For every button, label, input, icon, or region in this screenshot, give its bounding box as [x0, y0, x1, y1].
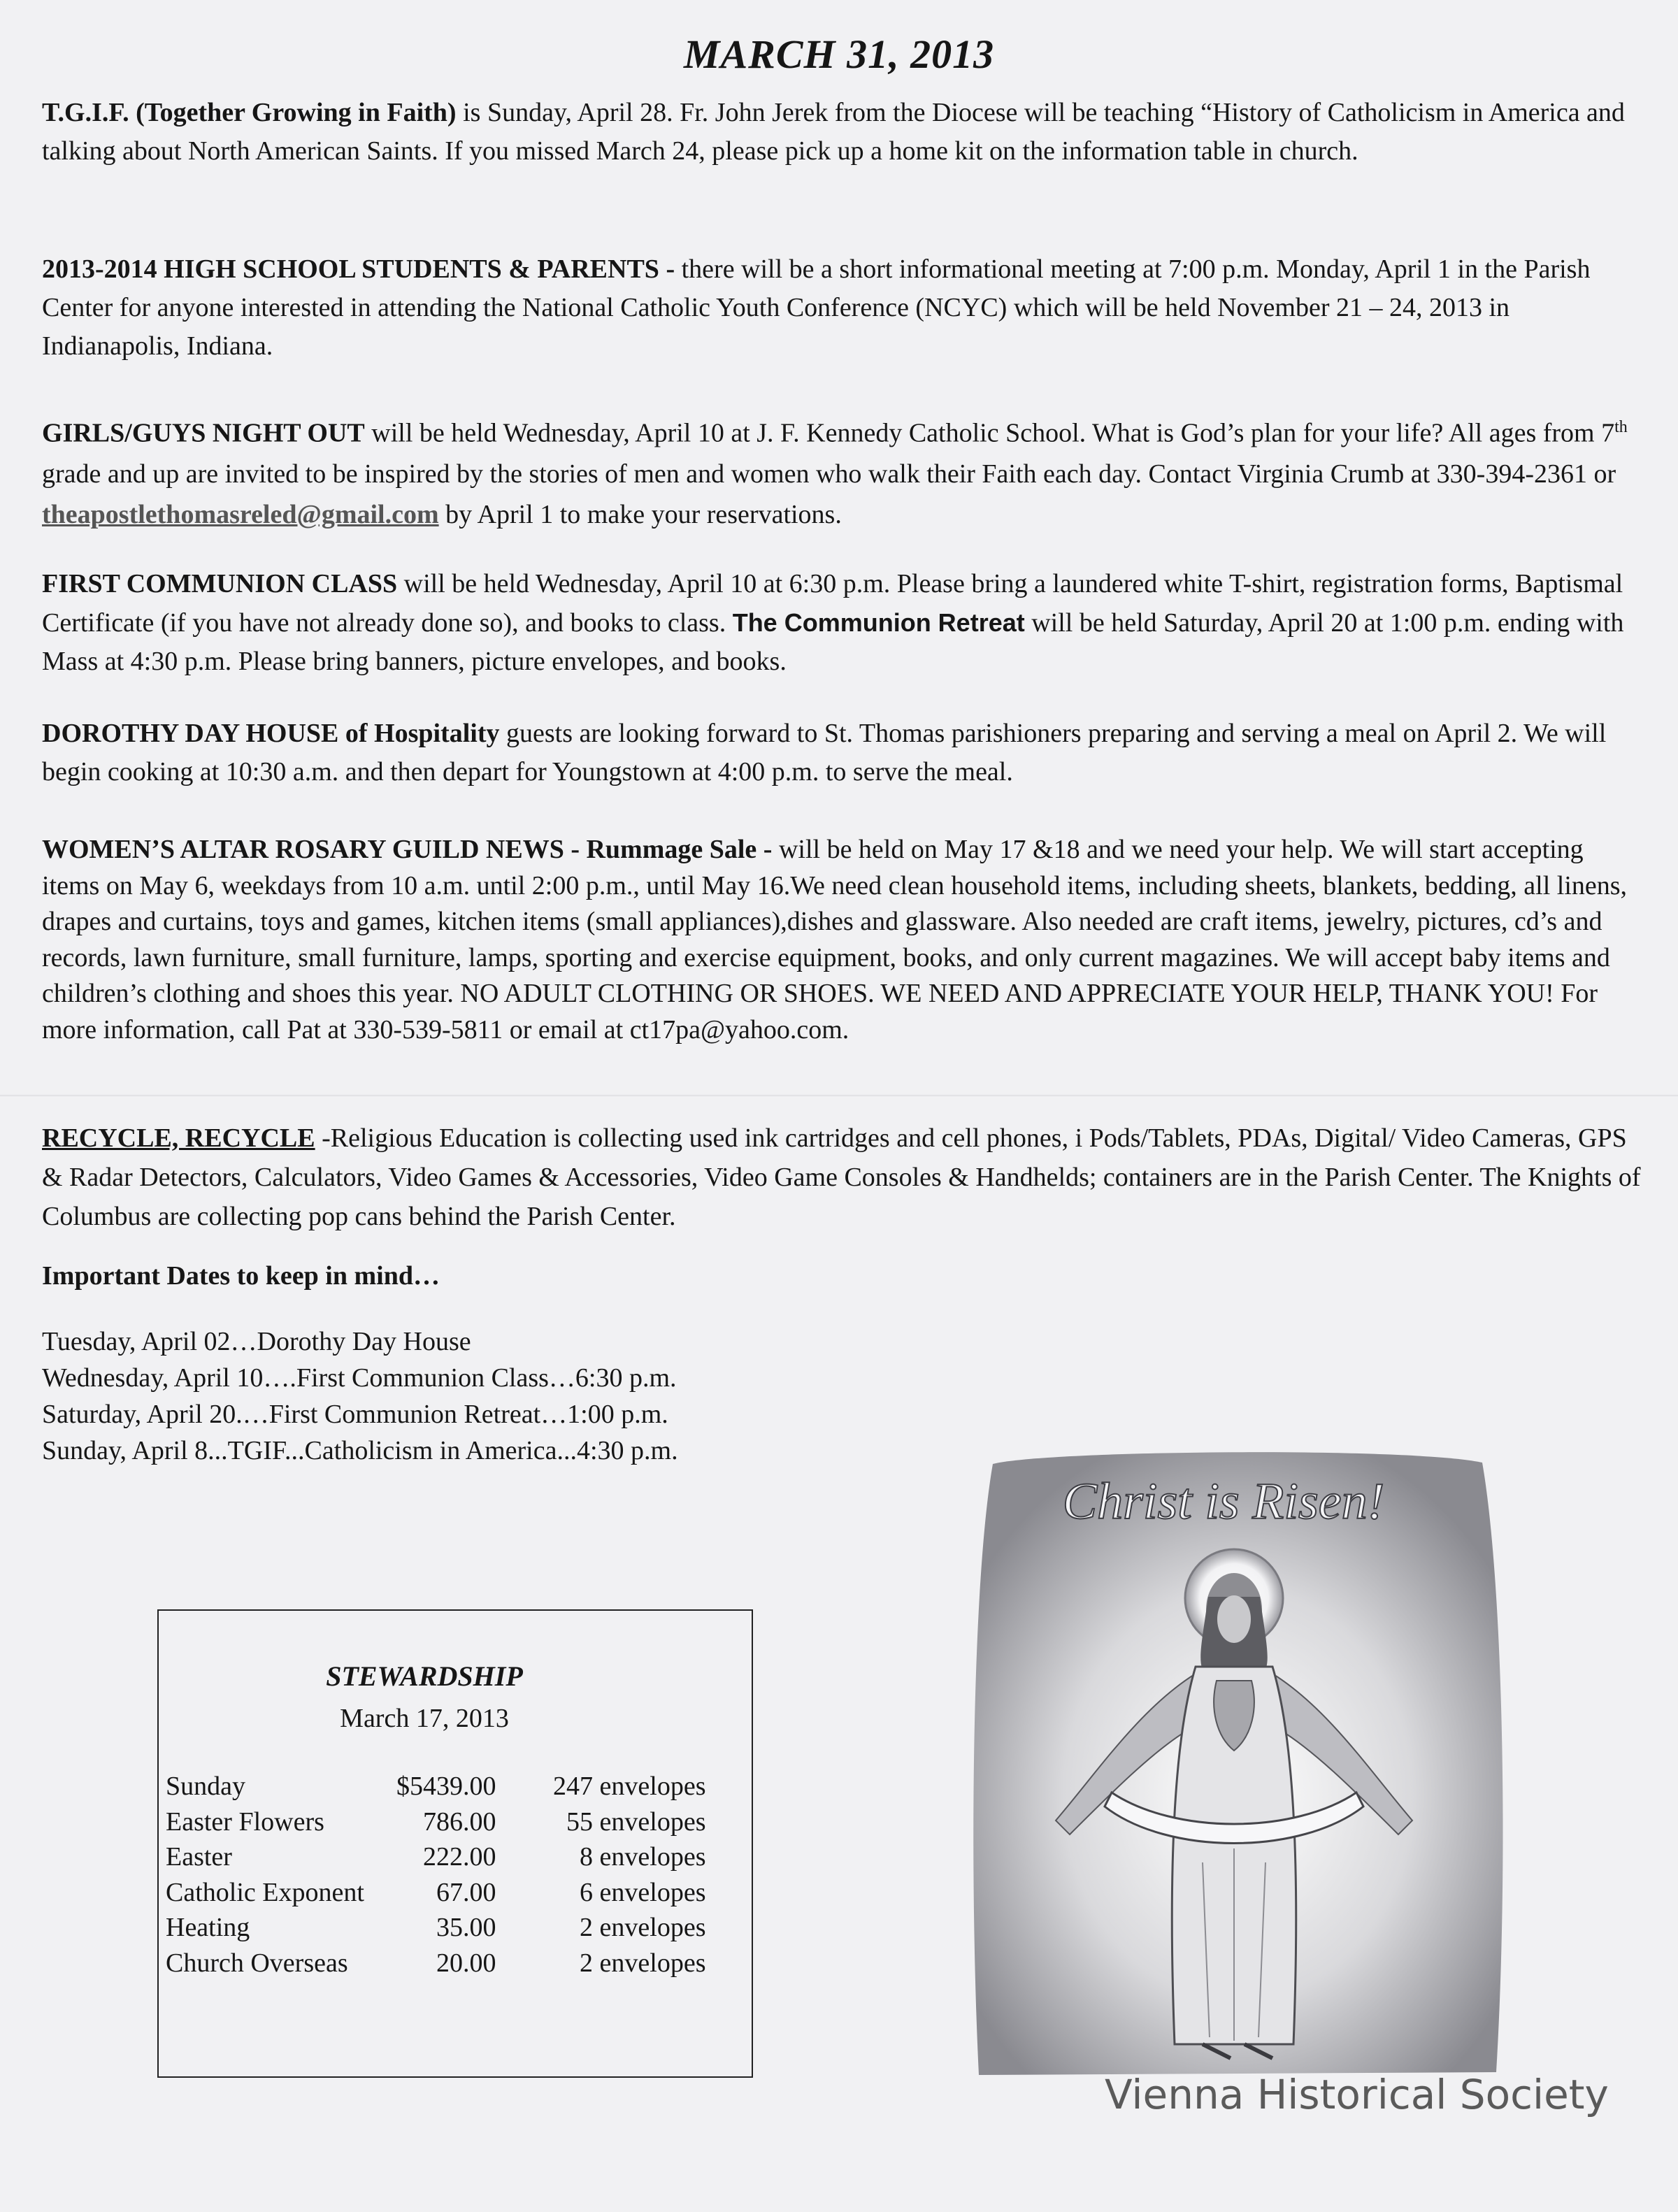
christ-is-risen-illustration [965, 1443, 1509, 2081]
high-school-text: there will be a short informational meeting at 7:00 p.m. Monday, April 1 in the Parish Center for anyone interested in attending the National Catholic Youth Conference (NCYC) which will be held November 21 – 24, 2013 in Indianapolis, Indiana. [42, 254, 1591, 361]
important-dates-heading: Important Dates to keep in mind… [42, 1261, 440, 1291]
communion-retreat-heading: The Communion Retreat [732, 608, 1025, 637]
stewardship-date: March 17, 2013 [340, 1704, 509, 1733]
envelopes-cell: 2 envelopes [580, 1948, 706, 1978]
dorothy-day-text: guests are looking forward to St. Thomas parishioners preparing and serving a meal on April 2. We will begin cooking at 10:30 a.m. and then depart for Youngstown at 4:00 p.m. to serve the meal. [42, 719, 1607, 787]
category-cell: Church Overseas [166, 1948, 348, 1978]
date-item: Wednesday, April 10….First Communion Class…6:30 p.m. [42, 1363, 677, 1393]
tgif-heading: T.G.I.F. (Together Growing in Faith) [42, 98, 457, 127]
envelopes-cell: 6 envelopes [580, 1877, 706, 1907]
rosary-guild-paragraph [42, 832, 1643, 1048]
page-fold-line [0, 1095, 1678, 1098]
stewardship-title: STEWARDSHIP [326, 1660, 523, 1692]
amount-cell: 35.00 [436, 1913, 496, 1942]
night-out-text-3: by April 1 to make your reservations. [438, 499, 842, 529]
envelopes-cell: 8 envelopes [580, 1842, 706, 1872]
first-communion-text: will be held Wednesday, April 10 at 6:30 p.m. Please bring a laundered white T-shirt, registration forms, Baptismal Certificate (if you have not already done so), and books to class. [42, 569, 1623, 638]
night-out-superscript: th [1614, 418, 1628, 436]
table-row [166, 1804, 706, 1840]
table-row [166, 1769, 706, 1804]
rosary-guild-text: will be held on May 17 &18 and we need your help. We will start accepting items on May 6, weekdays from 10 a.m. until 2:00 p.m., until May 16.We need clean household items, including sheets, blankets, bedding, all linens, drapes and curtains, toys and games, kitchen items (small appliances),dishes and glassware. Also needed are craft items, jewelry, pictures, cd’s and records, lawn furniture, small furniture, lamps, sporting and exercise equipment, books, and only current magazines. We will accept baby items and children’s clothing and shoes this year. NO ADULT CLOTHING OR SHOES. WE NEED AND APPRECIATE YOUR HELP, THANK YOU! For more information, call Pat at 330-539-5811 or email at ct17pa@yahoo.com. [42, 835, 1628, 1044]
tgif-text: is Sunday, April 28. Fr. John Jerek from the Diocese will be teaching “History of Catholicism in America and talking about North American Saints. If you missed March 24, please pick up a home kit on the information table in church. [42, 98, 1625, 166]
high-school-paragraph [42, 250, 1643, 366]
face-shape [1217, 1595, 1251, 1643]
stewardship-table [166, 1769, 706, 1981]
tgif-paragraph [42, 94, 1643, 171]
recycle-heading: RECYCLE, RECYCLE [42, 1123, 315, 1153]
first-communion-heading: FIRST COMMUNION CLASS [42, 569, 398, 598]
category-cell: Sunday [166, 1772, 245, 1801]
dorothy-day-paragraph [42, 714, 1643, 791]
amount-cell: 222.00 [423, 1842, 496, 1872]
envelopes-cell: 247 envelopes [553, 1772, 706, 1801]
category-cell: Easter [166, 1842, 232, 1872]
night-out-heading: GIRLS/GUYS NIGHT OUT [42, 418, 365, 448]
high-school-heading: 2013-2014 HIGH SCHOOL STUDENTS & PARENTS - [42, 254, 675, 284]
category-cell: Easter Flowers [166, 1807, 324, 1837]
night-out-text: will be held Wednesday, April 10 at J. F. Kennedy Catholic School. What is God’s plan for your life? All ages from 7 [364, 418, 1615, 448]
table-row [166, 1875, 706, 1911]
amount-cell: 67.00 [436, 1877, 496, 1907]
table-row [166, 1839, 706, 1875]
amount-cell: $5439.00 [396, 1772, 496, 1801]
table-row [166, 1910, 706, 1946]
stewardship-box [157, 1609, 753, 2078]
envelopes-cell: 2 envelopes [580, 1913, 706, 1942]
envelopes-cell: 55 envelopes [566, 1807, 706, 1837]
recycle-text: -Religious Education is collecting used ink cartridges and cell phones, i Pods/Tablets, PDAs, Digital/ Video Cameras, GPS & Radar Detectors, Calculators, Video Games & Accessories, Video Game Consoles & Handhelds; containers are in the Parish Center. The Knights of Columbus are collecting pop cans behind the Parish Center. [42, 1123, 1641, 1231]
watermark-credit: Vienna Historical Society [1105, 2071, 1609, 2118]
date-item: Saturday, April 20.…First Communion Retreat…1:00 p.m. [42, 1400, 668, 1429]
amount-cell: 20.00 [436, 1948, 496, 1978]
date-item: Sunday, April 8...TGIF...Catholicism in America...4:30 p.m. [42, 1436, 678, 1465]
night-out-text-2: grade and up are invited to be inspired by the stories of men and women who walk their Faith each day. Contact Virginia Crumb at 330-394-2361 or [42, 459, 1616, 489]
first-communion-text-2: will be held Saturday, April 20 at 1:00 p.m. ending with Mass at 4:30 p.m. Please bring banners, picture envelopes, and books. [42, 608, 1624, 676]
amount-cell: 786.00 [423, 1807, 496, 1837]
night-out-paragraph [42, 407, 1643, 535]
table-row [166, 1946, 706, 1981]
night-out-email-link[interactable]: theapostlethomasreled@gmail.com [42, 499, 439, 529]
illustration-caption: Christ is Risen! [1062, 1473, 1385, 1530]
date-item: Tuesday, April 02…Dorothy Day House [42, 1327, 471, 1356]
important-dates [42, 1257, 881, 1469]
category-cell: Heating [166, 1913, 250, 1942]
rosary-guild-heading: WOMEN’S ALTAR ROSARY GUILD NEWS - Rummage Sale - [42, 835, 773, 864]
dorothy-day-heading: DOROTHY DAY HOUSE of Hospitality [42, 719, 500, 748]
page-title: MARCH 31, 2013 [683, 31, 995, 77]
risen-christ-drawing [965, 1443, 1509, 2081]
category-cell: Catholic Exponent [166, 1877, 364, 1907]
recycle-paragraph [42, 1119, 1643, 1236]
first-communion-paragraph [42, 565, 1643, 681]
